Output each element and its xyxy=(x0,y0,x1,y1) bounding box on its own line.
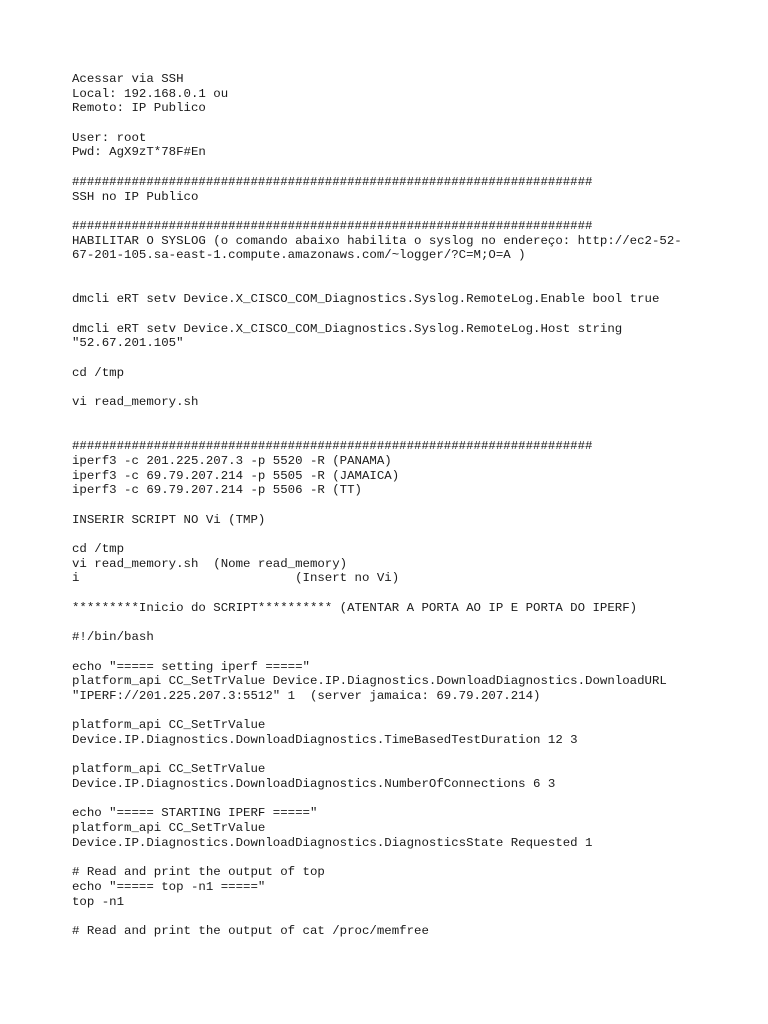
blank-line xyxy=(72,498,732,513)
text-line: ###################################################################### xyxy=(72,439,593,454)
blank-line xyxy=(72,748,732,763)
text-line: Device.IP.Diagnostics.DownloadDiagnostics.TimeBasedTestDuration 12 3 xyxy=(72,732,578,747)
text-line: dmcli eRT setv Device.X_CISCO_COM_Diagnostics.Syslog.RemoteLog.Enable bool true xyxy=(72,292,660,307)
text-line: SSH no IP Publico xyxy=(72,189,199,204)
text-line: iperf3 -c 201.225.207.3 -p 5520 -R (PANAMA) xyxy=(72,453,392,468)
blank-line xyxy=(72,527,732,542)
text-line: Local: 192.168.0.1 ou xyxy=(72,86,229,101)
blank-line xyxy=(72,263,732,278)
text-line: HABILITAR O SYSLOG (o comando abaixo habilita o syslog no endereço: http://ec2-52- xyxy=(72,233,682,248)
text-line: vi read_memory.sh xyxy=(72,395,199,410)
blank-line xyxy=(72,410,732,425)
text-line: User: root xyxy=(72,130,147,145)
text-line: vi read_memory.sh (Nome read_memory) xyxy=(72,556,348,571)
blank-line xyxy=(72,909,732,924)
text-line: echo "===== top -n1 =====" xyxy=(72,879,266,894)
text-line: iperf3 -c 69.79.207.214 -p 5505 -R (JAMAICA) xyxy=(72,468,400,483)
text-line: i (Insert no Vi) xyxy=(72,571,400,586)
text-line: INSERIR SCRIPT NO Vi (TMP) xyxy=(72,512,266,527)
text-line: ###################################################################### xyxy=(72,174,593,189)
text-line: cd /tmp xyxy=(72,542,125,556)
text-line: platform_api CC_SetTrValue xyxy=(72,821,266,836)
text-line: platform_api CC_SetTrValue xyxy=(72,762,266,777)
text-line: iperf3 -c 69.79.207.214 -p 5506 -R (TT) xyxy=(72,483,362,498)
blank-line xyxy=(72,116,732,131)
blank-line xyxy=(72,278,732,293)
blank-line xyxy=(72,704,732,719)
blank-line xyxy=(72,380,732,395)
text-line: 67-201-105.sa-east-1.compute.amazonaws.com/~logger/?C=M;O=A ) xyxy=(72,248,526,263)
text-line: "IPERF://201.225.207.3:5512" 1 (server jamaica: 69.79.207.214) xyxy=(72,688,541,703)
text-line: platform_api CC_SetTrValue Device.IP.Diagnostics.DownloadDiagnostics.DownloadURL xyxy=(72,674,667,689)
text-line: *********Inicio do SCRIPT********** (ATENTAR A PORTA AO IP E PORTA DO IPERF) xyxy=(72,600,638,615)
blank-line xyxy=(72,792,732,807)
text-line: # Read and print the output of cat /proc/memfree xyxy=(72,923,429,938)
text-line: echo "===== setting iperf =====" xyxy=(72,659,310,674)
text-line: Device.IP.Diagnostics.DownloadDiagnostics.DiagnosticsState Requested 1 xyxy=(72,835,593,850)
text-line: platform_api CC_SetTrValue xyxy=(72,718,266,733)
text-line: # Read and print the output of top xyxy=(72,865,325,880)
blank-line xyxy=(72,586,732,601)
blank-line xyxy=(72,850,732,865)
text-line: Acessar via SSH xyxy=(72,72,184,86)
blank-line xyxy=(72,645,732,660)
text-line: #!/bin/bash xyxy=(72,630,154,645)
text-line: Remoto: IP Publico xyxy=(72,101,206,116)
text-line: "52.67.201.105" xyxy=(72,336,184,351)
blank-line xyxy=(72,425,732,440)
text-line: Pwd: AgX9zT*78F#En xyxy=(72,145,206,160)
blank-line xyxy=(72,204,732,219)
text-line: dmcli eRT setv Device.X_CISCO_COM_Diagnostics.Syslog.RemoteLog.Host string xyxy=(72,321,623,336)
text-line: echo "===== STARTING IPERF =====" xyxy=(72,806,318,821)
text-line: top -n1 xyxy=(72,894,125,909)
blank-line xyxy=(72,307,732,322)
text-line: ###################################################################### xyxy=(72,218,593,233)
blank-line xyxy=(72,615,732,630)
text-line: Device.IP.Diagnostics.DownloadDiagnostics.NumberOfConnections 6 3 xyxy=(72,777,556,791)
document-body xyxy=(72,72,732,939)
text-line: cd /tmp xyxy=(72,365,125,380)
blank-line xyxy=(72,160,732,175)
blank-line xyxy=(72,351,732,366)
